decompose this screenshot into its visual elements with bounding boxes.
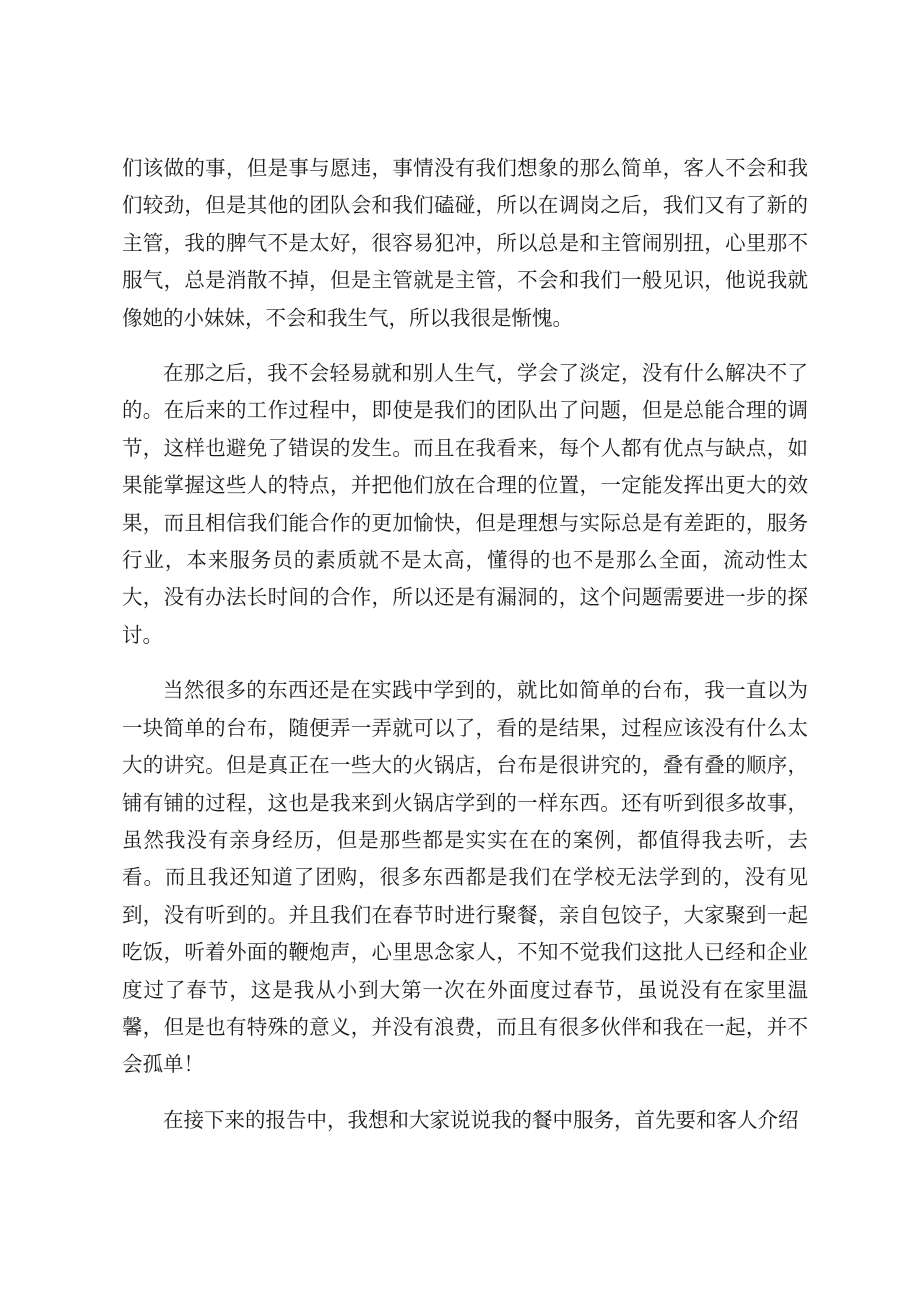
paragraph-2: 在那之后，我不会轻易就和别人生气，学会了淡定，没有什么解决不了的。在后来的工作过程中，即使是我们的团队出了问题，但是总能合理的调节，这样也避免了错误的发生。而且在我看来，每个人都有优点与缺点，如果能掌握这些人的特点，并把他们放在合理的位置，一定能发挥出更大的效果，而且相信我们能合作的更加愉快，但是理想与实际总是有差距的，服务行业，本来服务员的素质就不是太高，懂得的也不是那么全面，流动性太大，没有办法长时间的合作，所以还是有漏洞的，这个问题需要进一步的探讨。 <box>122 361 808 647</box>
document-body <box>122 150 808 1139</box>
paragraph-1: 们该做的事，但是事与愿违，事情没有我们想象的那么简单，客人不会和我们较劲，但是其他的团队会和我们磕碰，所以在调岗之后，我们又有了新的主管，我的脾气不是太好，很容易犯冲，所以总是和主管闹别扭，心里那不服气，总是消散不掉，但是主管就是主管，不会和我们一般见识，他说我就像她的小妹妹，不会和我生气，所以我很是惭愧。 <box>122 156 808 330</box>
paragraph-4: 在接下来的报告中，我想和大家说说我的餐中服务，首先要和客人介绍 <box>163 1107 799 1132</box>
paragraph-3: 当然很多的东西还是在实践中学到的，就比如简单的台布，我一直以为一块简单的台布，随便弄一弄就可以了，看的是结果，过程应该没有什么太大的讲究。但是真正在一些大的火锅店，台布是很讲究的，叠有叠的顺序，铺有铺的过程，这也是我来到火锅店学到的一样东西。还有听到很多故事，虽然我没有亲身经历，但是那些都是实实在在的案例，都值得我去听，去看。而且我还知道了团购，很多东西都是我们在学校无法学到的，没有见到，没有听到的。并且我们在春节时进行聚餐，亲自包饺子，大家聚到一起吃饭，听着外面的鞭炮声，心里思念家人，不知不觉我们这批人已经和企业度过了春节，这是我从小到大第一次在外面度过春节，虽说没有在家里温馨，但是也有特殊的意义，并没有浪费，而且有很多伙伴和我在一起，并不会孤单！ <box>122 678 808 1077</box>
